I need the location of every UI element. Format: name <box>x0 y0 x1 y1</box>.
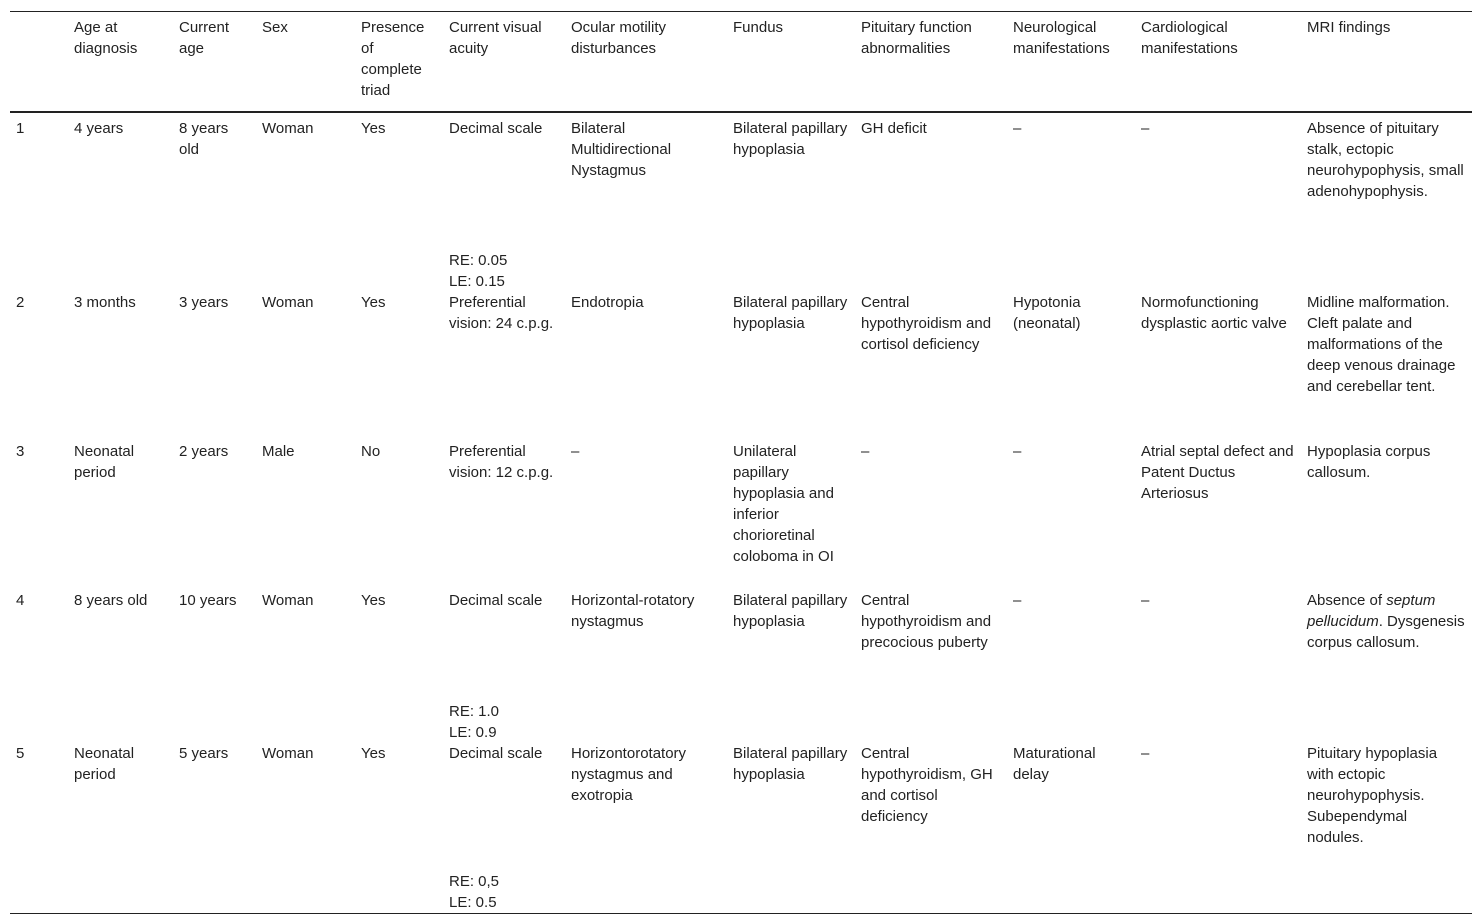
acuity-le: LE: 0.15 <box>449 273 505 290</box>
cell-fundus: Bilateral papillary hypoplasia <box>733 120 848 158</box>
acuity-re: RE: 0,5 <box>449 873 500 890</box>
cell-visual-acuity: Preferential vision: 12 c.p.g. <box>449 443 554 481</box>
cell-fundus: Unilateral papillary hypoplasia and inferior chorioretinal coloboma in OI <box>733 443 834 565</box>
header-cardiological: Cardiological manifestations <box>1135 12 1301 113</box>
acuity-values <box>449 250 559 292</box>
cell-id: 4 <box>16 592 25 609</box>
cell-sex: Woman <box>262 294 314 311</box>
cell-triad: No <box>361 443 381 460</box>
cell-neurological: Maturational delay <box>1013 745 1096 783</box>
table-row <box>10 292 1472 441</box>
header-index <box>10 12 68 113</box>
table-header <box>10 12 1472 113</box>
mri-text-italic: septum pellucidum <box>1307 592 1436 630</box>
acuity-method: Decimal scale <box>449 745 543 762</box>
cell-neurological: – <box>1013 443 1022 460</box>
cell-current-age: 3 years <box>179 294 229 311</box>
cell-cardiological: – <box>1141 120 1150 137</box>
cell-id: 3 <box>16 443 25 460</box>
mri-text-suffix: . Dysgenesis corpus callosum. <box>1307 613 1465 651</box>
acuity-block <box>449 118 559 292</box>
cell-pituitary: GH deficit <box>861 120 927 137</box>
acuity-values <box>449 701 559 743</box>
header-ocular-motility: Ocular motility disturbances <box>565 12 727 113</box>
cell-id: 1 <box>16 120 25 137</box>
cell-id: 2 <box>16 294 25 311</box>
cell-cardiological: Atrial septal defect and Patent Ductus Arteriosus <box>1141 443 1294 502</box>
table-row <box>10 441 1472 590</box>
acuity-values <box>449 871 559 913</box>
cell-sex: Woman <box>262 745 314 762</box>
cell-age-at-diagnosis: 3 months <box>74 294 136 311</box>
cell-age-at-diagnosis: Neonatal period <box>74 443 135 481</box>
cell-visual-acuity <box>443 590 565 743</box>
cell-visual-acuity <box>443 743 565 914</box>
acuity-le: LE: 0.9 <box>449 724 497 741</box>
cell-mri: Absence of pituitary stalk, ectopic neurohypophysis, small adenohypophysis. <box>1307 120 1464 200</box>
cell-visual-acuity: Preferential vision: 24 c.p.g. <box>449 294 554 332</box>
cell-pituitary: – <box>861 443 870 460</box>
header-age-at-diagnosis: Age at diagnosis <box>68 12 173 113</box>
acuity-re: RE: 1.0 <box>449 703 500 720</box>
cell-triad: Yes <box>361 592 386 609</box>
cell-neurological: – <box>1013 120 1022 137</box>
header-visual-acuity: Current visual acuity <box>443 12 565 113</box>
table-frame <box>10 0 1472 924</box>
table-row <box>10 590 1472 743</box>
cell-fundus: Bilateral papillary hypoplasia <box>733 745 848 783</box>
header-current-age: Current age <box>173 12 256 113</box>
acuity-method: Decimal scale <box>449 120 543 137</box>
cell-triad: Yes <box>361 294 386 311</box>
cell-current-age: 2 years <box>179 443 229 460</box>
acuity-le: LE: 0.5 <box>449 894 497 911</box>
cell-age-at-diagnosis: Neonatal period <box>74 745 135 783</box>
cell-mri: Hypoplasia corpus callosum. <box>1307 443 1431 481</box>
table-row <box>10 743 1472 914</box>
cell-fundus: Bilateral papillary hypoplasia <box>733 294 848 332</box>
acuity-block <box>449 590 559 743</box>
cell-pituitary: Central hypothyroidism and cortisol deficiency <box>861 294 992 353</box>
header-triad: Presence of complete triad <box>355 12 443 113</box>
mri-text-prefix: Absence of <box>1307 592 1387 609</box>
table-body <box>10 112 1472 914</box>
cell-ocular-motility: Horizontorotatory nystagmus and exotropia <box>571 745 687 804</box>
cell-age-at-diagnosis: 4 years <box>74 120 124 137</box>
clinical-data-table <box>10 11 1472 914</box>
cell-mri <box>1301 590 1472 743</box>
cell-pituitary: Central hypothyroidism, GH and cortisol deficiency <box>861 745 993 825</box>
cell-ocular-motility: Endotropia <box>571 294 644 311</box>
acuity-re: RE: 0.05 <box>449 252 508 269</box>
header-neurological: Neurological manifestations <box>1007 12 1135 113</box>
cell-neurological: – <box>1013 592 1022 609</box>
cell-pituitary: Central hypothyroidism and precocious puberty <box>861 592 992 651</box>
cell-cardiological: – <box>1141 592 1150 609</box>
cell-visual-acuity <box>443 112 565 292</box>
cell-current-age: 10 years <box>179 592 237 609</box>
cell-neurological: Hypotonia (neonatal) <box>1013 294 1081 332</box>
cell-ocular-motility: Horizontal-rotatory nystagmus <box>571 592 695 630</box>
cell-sex: Woman <box>262 592 314 609</box>
table-row <box>10 112 1472 292</box>
cell-cardiological: – <box>1141 745 1150 762</box>
cell-sex: Male <box>262 443 295 460</box>
cell-ocular-motility: – <box>571 443 580 460</box>
header-sex: Sex <box>256 12 355 113</box>
acuity-method: Decimal scale <box>449 592 543 609</box>
header-pituitary: Pituitary function abnormalities <box>855 12 1007 113</box>
cell-fundus: Bilateral papillary hypoplasia <box>733 592 848 630</box>
cell-mri: Pituitary hypoplasia with ectopic neurohypophysis. Subependymal nodules. <box>1307 745 1438 846</box>
acuity-block <box>449 743 559 913</box>
cell-age-at-diagnosis: 8 years old <box>74 592 148 609</box>
cell-current-age: 5 years <box>179 745 229 762</box>
header-row <box>10 12 1472 113</box>
cell-ocular-motility: Bilateral Multidirectional Nystagmus <box>571 120 672 179</box>
cell-current-age: 8 years old <box>179 120 229 158</box>
header-fundus: Fundus <box>727 12 855 113</box>
cell-cardiological: Normofunctioning dysplastic aortic valve <box>1141 294 1287 332</box>
cell-sex: Woman <box>262 120 314 137</box>
cell-triad: Yes <box>361 745 386 762</box>
cell-id: 5 <box>16 745 25 762</box>
cell-triad: Yes <box>361 120 386 137</box>
header-mri: MRI findings <box>1301 12 1472 113</box>
cell-mri: Midline malformation. Cleft palate and malformations of the deep venous drainage and cerebellar tent. <box>1307 294 1456 395</box>
